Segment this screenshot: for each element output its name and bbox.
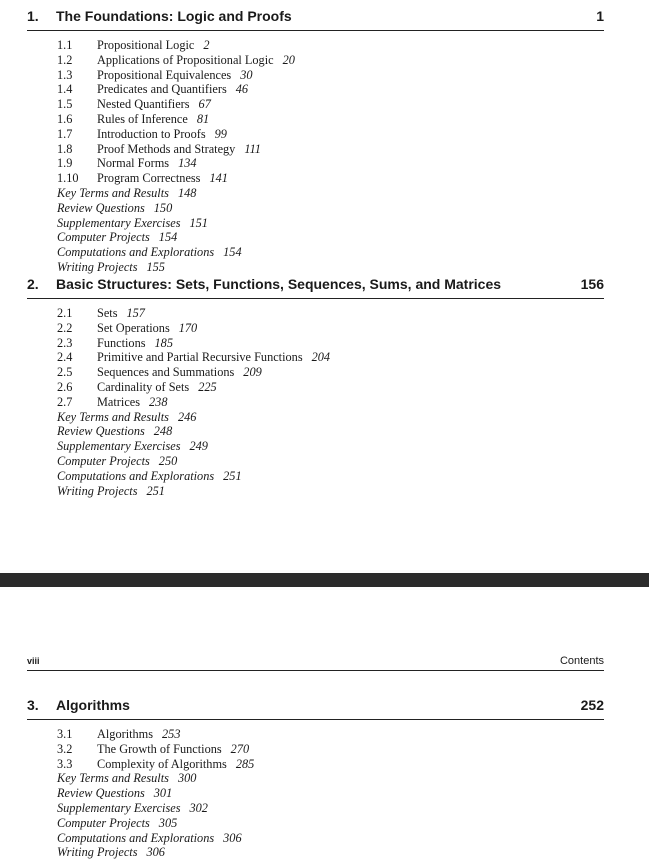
- section-title-text: Set Operations: [97, 320, 170, 335]
- toc-section-entry[interactable]: [0, 336, 649, 351]
- end-matter-title-text: Computer Projects: [57, 230, 150, 245]
- end-matter-title: [57, 801, 208, 816]
- end-matter-title-text: Computer Projects: [57, 815, 150, 830]
- toc-section-entry[interactable]: [0, 350, 649, 365]
- end-matter-page-number: 155: [146, 259, 165, 274]
- section-title-text: Cardinality of Sets: [97, 379, 190, 394]
- end-matter-title-text: Writing Projects: [57, 259, 138, 274]
- section-title: [97, 395, 167, 410]
- end-matter-title-text: Writing Projects: [57, 483, 138, 498]
- end-matter-title-text: Supplementary Exercises: [57, 215, 181, 230]
- end-matter-page-number: 151: [189, 215, 208, 230]
- end-matter-title-text: Computations and Explorations: [57, 830, 215, 845]
- end-matter-title: [57, 439, 208, 454]
- end-matter-page-number: 302: [189, 800, 208, 815]
- chapter-title[interactable]: Algorithms: [56, 697, 130, 713]
- chapter-heading: [27, 697, 604, 720]
- toc-end-matter-entry[interactable]: [0, 216, 649, 231]
- end-matter-title: [57, 410, 196, 425]
- end-matter-title: [57, 216, 208, 231]
- section-number: 2.5: [57, 365, 73, 380]
- section-title: [97, 82, 248, 97]
- section-number: 2.4: [57, 350, 73, 365]
- section-page-number: 141: [209, 171, 228, 186]
- chapter-entries: [0, 727, 649, 860]
- section-number: 3.3: [57, 756, 73, 771]
- section-number: 1.3: [57, 67, 73, 82]
- end-matter-page-number: 301: [153, 786, 173, 801]
- toc-end-matter-entry[interactable]: [0, 816, 649, 831]
- chapter-number: 2.: [27, 276, 39, 292]
- section-number: 1.6: [57, 111, 73, 126]
- end-matter-title: [57, 454, 177, 469]
- toc-section-entry[interactable]: [0, 757, 649, 772]
- end-matter-title-text: Review Questions: [57, 424, 145, 439]
- toc-section-entry[interactable]: [0, 142, 649, 157]
- end-matter-title: [57, 260, 165, 275]
- section-page-number: 253: [162, 727, 181, 741]
- section-number: 1.2: [57, 52, 73, 67]
- end-matter-title: [57, 201, 172, 216]
- end-matter-title: [57, 831, 242, 846]
- end-matter-page-number: 300: [177, 771, 197, 786]
- section-number: 1.1: [57, 38, 73, 52]
- section-title-text: Algorithms: [97, 727, 154, 741]
- section-page-number: 238: [149, 394, 168, 409]
- section-title: [97, 336, 173, 351]
- section-number: 3.2: [57, 741, 73, 756]
- section-title-text: Primitive and Partial Recursive Functions: [97, 350, 303, 365]
- toc-end-matter-entry[interactable]: [0, 410, 649, 425]
- section-title-text: Complexity of Algorithms: [97, 756, 227, 771]
- chapter-heading: [27, 276, 604, 299]
- section-title-text: Propositional Logic: [97, 38, 195, 52]
- toc-end-matter-entry[interactable]: [0, 801, 649, 816]
- toc-section-entry[interactable]: [0, 38, 649, 53]
- running-header-label: Contents: [559, 655, 604, 667]
- end-matter-title: [57, 424, 172, 439]
- section-page-number: 134: [178, 156, 197, 171]
- end-matter-page-number: 306: [146, 845, 165, 860]
- section-page-number: 111: [244, 141, 261, 156]
- section-title: [97, 380, 217, 395]
- end-matter-title-text: Key Terms and Results: [57, 771, 169, 786]
- toc-end-matter-entry[interactable]: [0, 771, 649, 786]
- section-title-text: Normal Forms: [97, 156, 170, 171]
- section-title-text: Functions: [97, 335, 146, 350]
- end-matter-title: [57, 845, 165, 860]
- toc-section-entry[interactable]: [0, 321, 649, 336]
- chapter-1: [0, 8, 649, 275]
- toc-section-entry[interactable]: [0, 112, 649, 127]
- section-title-text: Nested Quantifiers: [97, 97, 190, 112]
- section-number: 2.3: [57, 335, 73, 350]
- toc-section-entry[interactable]: [0, 127, 649, 142]
- toc-section-entry[interactable]: [0, 68, 649, 83]
- section-number: 3.1: [57, 727, 73, 741]
- section-page-number: 81: [196, 111, 210, 126]
- toc-end-matter-entry[interactable]: [0, 845, 649, 860]
- section-number: 2.2: [57, 320, 73, 335]
- end-matter-title-text: Review Questions: [57, 200, 145, 215]
- chapter-3: [0, 697, 649, 860]
- section-page-number: 67: [198, 97, 211, 112]
- end-matter-title: [57, 469, 242, 484]
- end-matter-title: [57, 771, 196, 786]
- end-matter-title: [57, 786, 172, 801]
- section-title: [97, 53, 295, 68]
- section-number: 2.7: [57, 394, 73, 409]
- section-title-text: Proof Methods and Strategy: [97, 141, 236, 156]
- chapter-number: 1.: [27, 8, 39, 24]
- section-page-number: 209: [243, 365, 262, 380]
- toc-end-matter-entry[interactable]: [0, 454, 649, 469]
- section-title: [97, 68, 253, 83]
- chapter-title[interactable]: Basic Structures: Sets, Functions, Sequences, Sums, and Matrices: [56, 276, 502, 292]
- end-matter-page-number: 251: [223, 468, 242, 483]
- section-page-number: 46: [235, 82, 249, 97]
- toc-section-entry[interactable]: [0, 395, 649, 410]
- section-title-text: Program Correctness: [97, 171, 201, 186]
- section-number: 1.5: [57, 97, 73, 112]
- section-page-number: 270: [230, 741, 250, 756]
- section-page-number: 157: [126, 306, 145, 320]
- section-title: [97, 97, 211, 112]
- section-title-text: Applications of Propositional Logic: [97, 52, 274, 67]
- end-matter-page-number: 251: [146, 483, 165, 498]
- section-title: [97, 142, 261, 157]
- page-folio: viii: [27, 656, 40, 666]
- section-page-number: 2: [203, 38, 210, 52]
- end-matter-page-number: 249: [189, 439, 208, 454]
- section-number: 1.7: [57, 126, 73, 141]
- toc-section-entry[interactable]: [0, 53, 649, 68]
- section-title: [97, 365, 262, 380]
- end-matter-title-text: Computations and Explorations: [57, 468, 215, 483]
- chapter-2: [0, 276, 649, 498]
- chapter-heading: [27, 8, 604, 31]
- end-matter-page-number: 148: [177, 185, 197, 200]
- toc-section-entry[interactable]: [0, 156, 649, 171]
- toc-section-entry[interactable]: [0, 380, 649, 395]
- section-number: 1.4: [57, 82, 73, 97]
- end-matter-page-number: 248: [153, 424, 173, 439]
- toc-end-matter-entry[interactable]: [0, 260, 649, 275]
- section-title: [97, 757, 254, 772]
- toc-end-matter-entry[interactable]: [0, 424, 649, 439]
- end-matter-title: [57, 484, 165, 499]
- section-page-number: 185: [154, 335, 173, 350]
- end-matter-title-text: Key Terms and Results: [57, 409, 169, 424]
- running-header: [27, 655, 604, 671]
- end-matter-page-number: 306: [223, 830, 242, 845]
- end-matter-page-number: 246: [177, 409, 197, 424]
- section-number: 1.9: [57, 156, 73, 171]
- end-matter-page-number: 154: [223, 245, 242, 260]
- chapter-number: 3.: [27, 697, 39, 713]
- toc-section-entry[interactable]: [0, 365, 649, 380]
- end-matter-title: [57, 816, 177, 831]
- section-page-number: 170: [178, 320, 198, 335]
- end-matter-title-text: Computer Projects: [57, 453, 150, 468]
- section-title-text: Sets: [97, 306, 118, 320]
- toc-section-entry[interactable]: [0, 82, 649, 97]
- end-matter-page-number: 150: [153, 200, 173, 215]
- end-matter-page-number: 154: [158, 230, 178, 245]
- section-title-text: Matrices: [97, 394, 141, 409]
- end-matter-title-text: Writing Projects: [57, 845, 138, 860]
- section-page-number: 30: [240, 67, 253, 82]
- section-title: [97, 306, 145, 321]
- end-matter-page-number: 305: [158, 815, 178, 830]
- section-number: 1.8: [57, 141, 73, 156]
- end-matter-title-text: Supplementary Exercises: [57, 439, 181, 454]
- section-page-number: 204: [311, 350, 331, 365]
- toc-end-matter-entry[interactable]: [0, 786, 649, 801]
- end-matter-title-text: Review Questions: [57, 786, 145, 801]
- end-matter-title: [57, 186, 196, 201]
- section-number: 1.10: [57, 171, 79, 186]
- section-title-text: Propositional Equivalences: [97, 67, 232, 82]
- section-title-text: Introduction to Proofs: [97, 126, 206, 141]
- section-title: [97, 321, 197, 336]
- toc-section-entry[interactable]: [0, 742, 649, 757]
- end-matter-page-number: 250: [158, 453, 178, 468]
- section-title: [97, 727, 180, 742]
- toc-end-matter-entry[interactable]: [0, 245, 649, 260]
- chapter-page-number: 1: [596, 8, 604, 24]
- section-number: 2.6: [57, 379, 73, 394]
- toc-end-matter-entry[interactable]: [0, 201, 649, 216]
- section-number: 2.1: [57, 306, 73, 320]
- toc-section-entry[interactable]: [0, 171, 649, 186]
- section-title-text: Rules of Inference: [97, 111, 188, 126]
- toc-end-matter-entry[interactable]: [0, 439, 649, 454]
- section-title: [97, 38, 210, 53]
- end-matter-title-text: Key Terms and Results: [57, 185, 169, 200]
- section-title-text: Sequences and Summations: [97, 365, 235, 380]
- section-page-number: 99: [214, 126, 227, 141]
- chapter-entries: [0, 38, 649, 275]
- end-matter-title-text: Computations and Explorations: [57, 245, 215, 260]
- section-title: [97, 112, 209, 127]
- section-title: [97, 127, 227, 142]
- end-matter-title: [57, 245, 242, 260]
- toc-end-matter-entry[interactable]: [0, 230, 649, 245]
- toc-end-matter-entry[interactable]: [0, 484, 649, 499]
- chapter-entries: [0, 306, 649, 498]
- section-title: [97, 171, 228, 186]
- toc-end-matter-entry[interactable]: [0, 186, 649, 201]
- chapter-page-number: 252: [580, 697, 604, 713]
- section-page-number: 20: [282, 52, 295, 67]
- section-page-number: 225: [198, 379, 217, 394]
- toc-end-matter-entry[interactable]: [0, 831, 649, 846]
- toc-section-entry[interactable]: [0, 97, 649, 112]
- end-matter-title-text: Supplementary Exercises: [57, 800, 181, 815]
- section-title-text: Predicates and Quantifiers: [97, 82, 227, 97]
- section-title-text: The Growth of Functions: [97, 741, 222, 756]
- toc-section-entry[interactable]: [0, 727, 649, 742]
- section-title: [97, 350, 330, 365]
- page-break-bar: [0, 573, 649, 587]
- chapter-page-number: 156: [580, 276, 604, 292]
- section-page-number: 285: [235, 756, 255, 771]
- end-matter-title: [57, 230, 177, 245]
- section-title: [97, 742, 249, 757]
- toc-section-entry[interactable]: [0, 306, 649, 321]
- toc-end-matter-entry[interactable]: [0, 469, 649, 484]
- chapter-title[interactable]: The Foundations: Logic and Proofs: [56, 8, 292, 24]
- section-title: [97, 156, 197, 171]
